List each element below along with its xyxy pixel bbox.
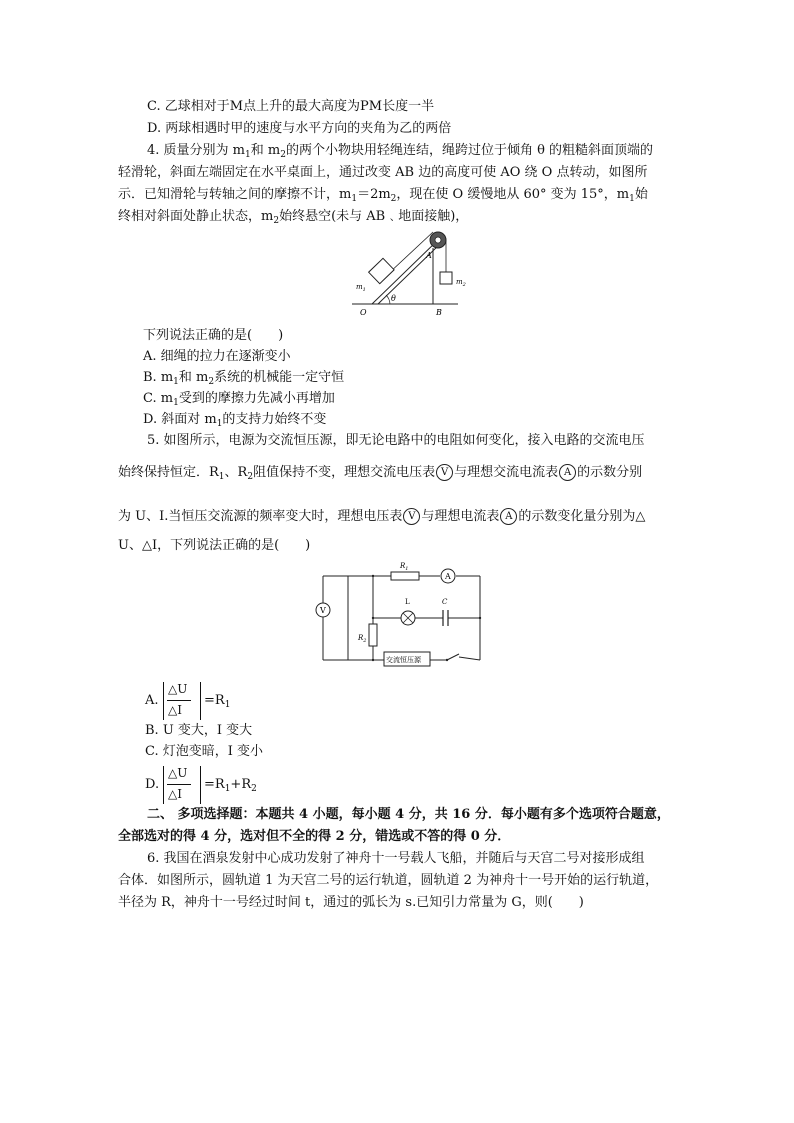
svg-text:R1: $R_1$ [400, 562, 409, 572]
svg-text:交流恒压源: 交流恒压源 [386, 656, 421, 664]
section2-heading-line1: 二、 多项选择题：本题共 4 小题，每小题 4 分，共 16 分．每小题有多个选项符合题意， [147, 807, 670, 822]
svg-text:θ: θ [391, 294, 396, 303]
voltmeter-icon: V [436, 464, 453, 481]
q3-option-d: D. 两球相遇时甲的速度与水平方向的夹角为乙的两倍 [147, 121, 452, 136]
q4-option-c: C. $m_1$受到的摩擦力先减小再增加 [143, 391, 335, 408]
q6-stem-line2: 合体．如图所示，圆轨道 1 为天宫二号的运行轨道，圆轨道 2 为神舟十一号开始的运行轨道， [118, 873, 659, 888]
q5-option-d-label: D. [145, 777, 160, 792]
q5-stem-line3: 为 U、I.当恒压交流源的频率变大时，理想电压表 V 与理想电流表 A 的示数变化量分别为△ [118, 509, 646, 524]
q4-option-a: A. 细绳的拉力在逐渐变小 [143, 349, 291, 364]
q5-option-d-formula: △U △I $=R_1+R_2$ [163, 764, 273, 806]
ammeter-icon: A [559, 464, 576, 481]
section2-heading-line2: 全部选对的得 4 分，选对但不全的得 2 分，错选或不答的得 0 分． [118, 829, 511, 844]
svg-text:C: C [442, 598, 448, 606]
q5-circuit-diagram [305, 558, 490, 673]
svg-text:V: V [320, 606, 326, 615]
svg-text:A: A [426, 251, 432, 260]
svg-text:B: B [436, 308, 442, 317]
q4-stem-line3: 示．已知滑轮与转轴之间的摩擦不计，$m_1=2m_2$，现在使 O 缓慢地从 60° 变为 15°，$m_1$始 [118, 187, 648, 204]
svg-text:A: A [445, 572, 451, 581]
svg-text:m1: $m_1$ [356, 283, 366, 293]
q6-stem-line3: 半径为 R，神舟十一号经过时间 t，通过的弧长为 s.已知引力常量为 G，则( ) [118, 895, 584, 910]
voltmeter-icon: V [403, 508, 420, 525]
q5-stem-line4: U、△I，下列说法正确的是( ) [118, 538, 311, 553]
svg-text:R2: $R_2$ [358, 634, 367, 644]
q5-option-c: C. 灯泡变暗，I 变小 [145, 744, 264, 759]
svg-text:O: O [360, 308, 367, 317]
q5-option-a-label: A. [145, 693, 159, 708]
svg-text:L: L [405, 598, 410, 606]
q4-prompt: 下列说法正确的是( ) [143, 328, 284, 343]
q4-stem-line1: 4. 质量分别为 $m_1$和 $m_2$的两个小物块用轻绳连结，绳跨过位于倾角 θ 的粗糙斜面顶端的 [147, 143, 654, 160]
q4-stem-line4: 终相对斜面处静止状态，$m_2$始终悬空(未与 AB﹑地面接触)， [118, 209, 469, 226]
q4-option-b: B. $m_1$和 $m_2$系统的机械能一定守恒 [143, 370, 345, 387]
q5-option-b: B. U 变大，I 变大 [145, 723, 253, 738]
q4-option-d: D. 斜面对 $m_1$的支持力始终不变 [143, 412, 327, 429]
q5-stem-line1: 5. 如图所示，电源为交流恒压源，即无论电路中的电阻如何变化，接入电路的交流电压 [147, 433, 645, 448]
ammeter-icon: A [500, 508, 517, 525]
q4-stem-line2: 轻滑轮，斜面左端固定在水平桌面上，通过改变 AB 边的高度可使 AO 绕 O 点转动，如图所 [118, 165, 648, 180]
q4-incline-figure [330, 222, 480, 322]
q5-stem-line2: 始终保持恒定．$R_1$、$R_2$阻值保持不变，理想交流电压表 V 与理想交流电流表 A 的示数分别 [118, 465, 643, 482]
svg-text:m2: $m_2$ [456, 278, 466, 288]
q5-option-a-formula: △U △I $=R_1$ [163, 680, 243, 722]
q3-option-c: C. 乙球相对于M点上升的最大高度为PM长度一半 [147, 99, 435, 114]
q6-stem-line1: 6. 我国在酒泉发射中心成功发射了神舟十一号载人飞船，并随后与天宫二号对接形成组 [147, 851, 645, 866]
